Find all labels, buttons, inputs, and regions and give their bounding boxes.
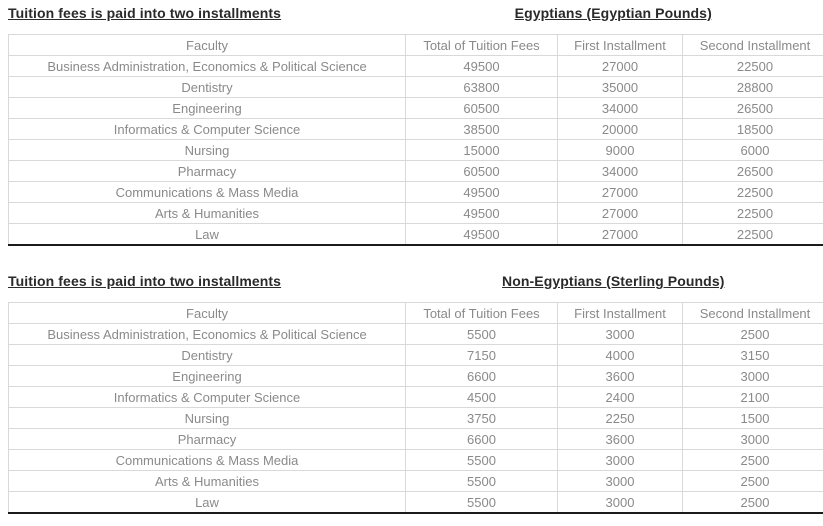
faculty-cell: Law — [9, 224, 406, 246]
table-row — [9, 324, 823, 345]
value-cell: 2500 — [683, 492, 823, 514]
value-cell: 20000 — [558, 119, 683, 140]
faculty-cell: Dentistry — [9, 77, 406, 98]
table-row — [9, 492, 823, 514]
value-cell: 3600 — [558, 366, 683, 387]
value-cell: 7150 — [406, 345, 558, 366]
faculty-cell: Arts & Humanities — [9, 471, 406, 492]
value-cell: 3000 — [683, 366, 823, 387]
value-cell: 34000 — [558, 161, 683, 182]
value-cell: 49500 — [406, 56, 558, 77]
faculty-cell: Engineering — [9, 98, 406, 119]
heading-right-slot — [412, 273, 816, 291]
value-cell: 2400 — [558, 387, 683, 408]
value-cell: 5500 — [406, 492, 558, 514]
non-egyptians-fees-table — [8, 302, 823, 514]
value-cell: 3000 — [683, 429, 823, 450]
value-cell: 6000 — [683, 140, 823, 161]
header-row — [9, 303, 823, 324]
value-cell: 5500 — [406, 450, 558, 471]
value-cell: 3150 — [683, 345, 823, 366]
value-cell: 27000 — [558, 182, 683, 203]
table-row — [9, 224, 823, 246]
value-cell: 60500 — [406, 161, 558, 182]
value-cell: 15000 — [406, 140, 558, 161]
value-cell: 5500 — [406, 471, 558, 492]
table-row — [9, 182, 823, 203]
egyptians-fees-section — [8, 5, 815, 246]
faculty-cell: Informatics & Computer Science — [9, 119, 406, 140]
table-row — [9, 140, 823, 161]
non-egyptians-fees-section — [8, 273, 815, 514]
value-cell: 35000 — [558, 77, 683, 98]
value-cell: 49500 — [406, 182, 558, 203]
faculty-cell: Dentistry — [9, 345, 406, 366]
value-cell: 6600 — [406, 429, 558, 450]
table-row — [9, 429, 823, 450]
heading-right-slot — [412, 5, 816, 23]
table-row — [9, 450, 823, 471]
faculty-cell: Engineering — [9, 366, 406, 387]
value-cell: 27000 — [558, 224, 683, 246]
value-cell: 38500 — [406, 119, 558, 140]
value-cell: 49500 — [406, 224, 558, 246]
faculty-cell: Pharmacy — [9, 429, 406, 450]
value-cell: 3600 — [558, 429, 683, 450]
value-cell: 22500 — [683, 224, 823, 246]
value-cell: 49500 — [406, 203, 558, 224]
tuition-installments-heading: Tuition fees is paid into two installments — [8, 273, 282, 289]
column-header: Faculty — [9, 35, 406, 56]
section-header — [8, 273, 815, 291]
value-cell: 4000 — [558, 345, 683, 366]
value-cell: 2100 — [683, 387, 823, 408]
egyptians-fees-table — [8, 34, 823, 246]
faculty-cell: Business Administration, Economics & Political Science — [9, 56, 406, 77]
value-cell: 1500 — [683, 408, 823, 429]
header-row — [9, 35, 823, 56]
table-row — [9, 471, 823, 492]
faculty-cell: Nursing — [9, 408, 406, 429]
table-row — [9, 98, 823, 119]
table-row — [9, 345, 823, 366]
faculty-cell: Law — [9, 492, 406, 514]
non-egyptians-currency-heading: Non-Egyptians (Sterling Pounds) — [502, 273, 725, 289]
table-row — [9, 77, 823, 98]
table-row — [9, 366, 823, 387]
column-header: Second Installment — [683, 303, 823, 324]
value-cell: 28800 — [683, 77, 823, 98]
faculty-cell: Nursing — [9, 140, 406, 161]
faculty-cell: Informatics & Computer Science — [9, 387, 406, 408]
table-row — [9, 161, 823, 182]
faculty-cell: Pharmacy — [9, 161, 406, 182]
column-header: Faculty — [9, 303, 406, 324]
value-cell: 3000 — [558, 471, 683, 492]
table-row — [9, 119, 823, 140]
faculty-cell: Communications & Mass Media — [9, 450, 406, 471]
tuition-installments-heading: Tuition fees is paid into two installments — [8, 5, 282, 21]
value-cell: 22500 — [683, 203, 823, 224]
value-cell: 2500 — [683, 324, 823, 345]
value-cell: 5500 — [406, 324, 558, 345]
value-cell: 9000 — [558, 140, 683, 161]
table-row — [9, 56, 823, 77]
heading-left-slot — [8, 273, 412, 291]
value-cell: 60500 — [406, 98, 558, 119]
value-cell: 3000 — [558, 324, 683, 345]
heading-left-slot — [8, 5, 412, 23]
value-cell: 22500 — [683, 56, 823, 77]
value-cell: 26500 — [683, 161, 823, 182]
faculty-cell: Arts & Humanities — [9, 203, 406, 224]
egyptians-currency-heading: Egyptians (Egyptian Pounds) — [514, 5, 712, 21]
faculty-cell: Business Administration, Economics & Political Science — [9, 324, 406, 345]
value-cell: 27000 — [558, 203, 683, 224]
column-header: Second Installment — [683, 35, 823, 56]
column-header: Total of Tuition Fees — [406, 303, 558, 324]
value-cell: 4500 — [406, 387, 558, 408]
value-cell: 3000 — [558, 492, 683, 514]
value-cell: 18500 — [683, 119, 823, 140]
value-cell: 2500 — [683, 450, 823, 471]
value-cell: 6600 — [406, 366, 558, 387]
column-header: Total of Tuition Fees — [406, 35, 558, 56]
table-row — [9, 203, 823, 224]
faculty-cell: Communications & Mass Media — [9, 182, 406, 203]
value-cell: 63800 — [406, 77, 558, 98]
value-cell: 2250 — [558, 408, 683, 429]
column-header: First Installment — [558, 35, 683, 56]
value-cell: 2500 — [683, 471, 823, 492]
value-cell: 26500 — [683, 98, 823, 119]
table-row — [9, 387, 823, 408]
section-header — [8, 5, 815, 23]
value-cell: 22500 — [683, 182, 823, 203]
value-cell: 34000 — [558, 98, 683, 119]
value-cell: 27000 — [558, 56, 683, 77]
value-cell: 3750 — [406, 408, 558, 429]
column-header: First Installment — [558, 303, 683, 324]
value-cell: 3000 — [558, 450, 683, 471]
table-row — [9, 408, 823, 429]
